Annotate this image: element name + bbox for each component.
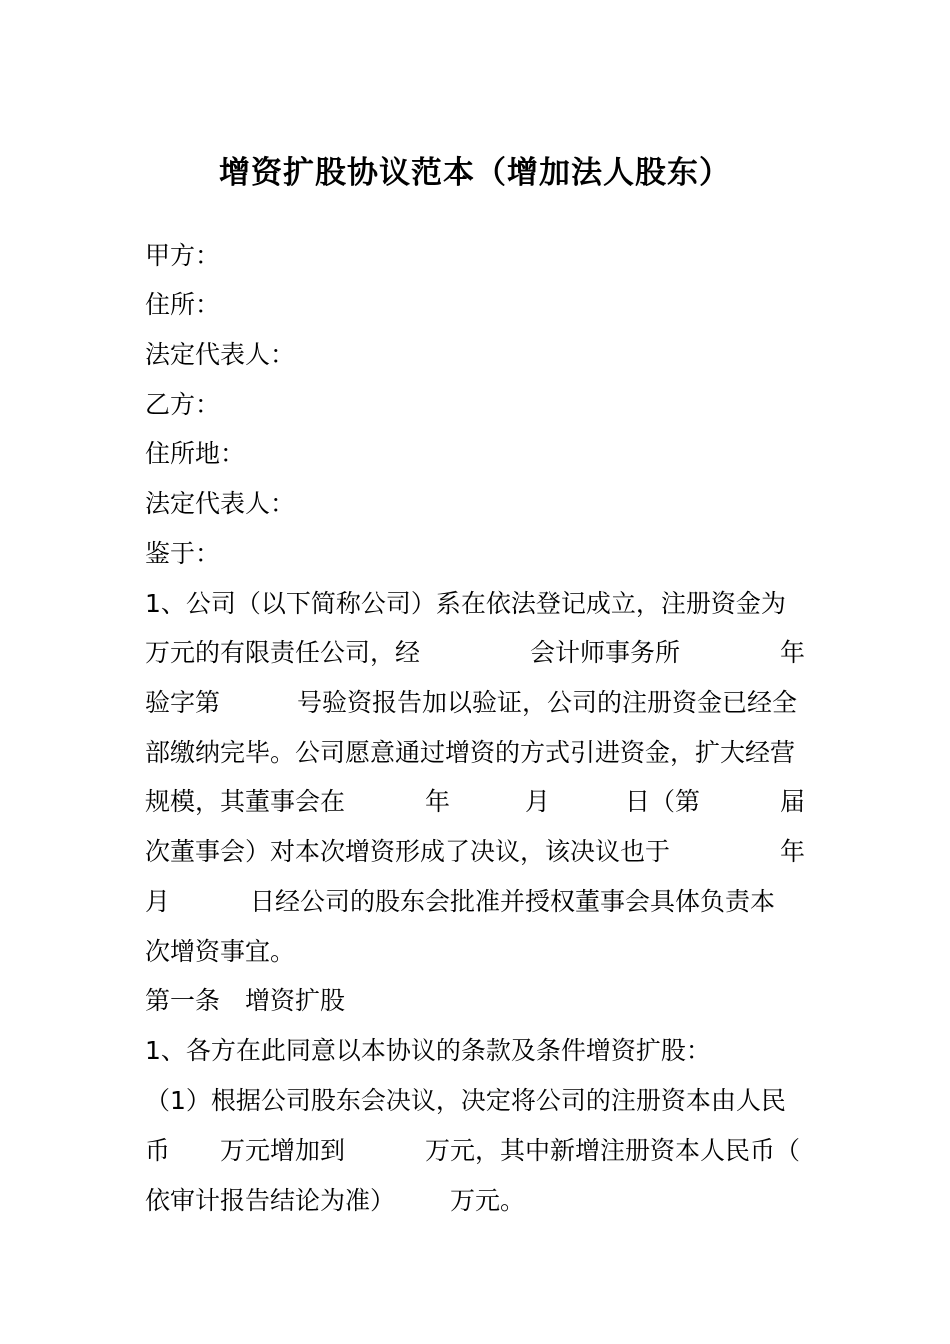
recital-text: 会计师事务所 (530, 638, 681, 667)
legal-rep-a-label: 法定代表人： (145, 340, 296, 369)
party-b-label: 乙方： (145, 390, 221, 419)
address-b-label: 住所地： (145, 439, 246, 468)
article-text: 万元，其中新增注册资本人民币（ (425, 1136, 801, 1165)
recital-line-8: 次增资事宜。 (145, 937, 296, 966)
legal-rep-b-label: 法定代表人： (145, 489, 296, 518)
article-text: 币 (145, 1136, 171, 1165)
recital-text: 年 (780, 638, 806, 667)
recital-line-2 (145, 633, 807, 673)
document-title: 增资扩股协议范本（增加法人股东） (219, 155, 731, 191)
address-a-label: 住所： (145, 290, 221, 319)
recital-line-1: 1、公司（以下简称公司）系在依法登记成立，注册资金为 (145, 589, 786, 618)
recital-text: 验字第 (145, 688, 221, 717)
recital-text: 年 (780, 837, 806, 866)
recital-line-5 (145, 782, 807, 822)
article-text: 依审计报告结论为准） (145, 1186, 396, 1215)
recital-text: 次董事会）对本次增资形成了决议，该决议也于 (145, 837, 671, 866)
article-1-sub-1-line-1: （1）根据公司股东会决议，决定将公司的注册资本由人民 (145, 1086, 786, 1115)
recital-line-7 (145, 882, 807, 922)
article-1-item-1: 1、各方在此同意以本协议的条款及条件增资扩股： (145, 1036, 711, 1065)
recital-text: 万元的有限责任公司，经 (145, 638, 421, 667)
recital-text: 月 (525, 787, 551, 816)
party-a-label: 甲方： (145, 241, 221, 270)
recital-text: 号验资报告加以验证，公司的注册资金已经全 (297, 688, 798, 717)
article-1-heading: 第一条 增资扩股 (145, 986, 346, 1015)
recital-line-4: 部缴纳完毕。公司愿意通过增资的方式引进资金，扩大经营 (145, 738, 796, 767)
recital-text: 月 (145, 887, 171, 916)
whereas-label: 鉴于： (145, 539, 221, 568)
article-text: 万元。 (450, 1186, 526, 1215)
recital-text: 年 (425, 787, 451, 816)
article-1-sub-1-line-3 (145, 1181, 807, 1221)
recital-text: 日（第 (625, 787, 701, 816)
recital-text: 日经公司的股东会批准并授权董事会具体负责本 (250, 887, 776, 916)
recital-text: 规模，其董事会在 (145, 787, 346, 816)
recital-line-3 (145, 683, 807, 723)
recital-text: 届 (780, 787, 806, 816)
recital-line-6 (145, 832, 807, 872)
article-text: 万元增加到 (220, 1136, 346, 1165)
article-1-sub-1-line-2 (145, 1131, 807, 1171)
